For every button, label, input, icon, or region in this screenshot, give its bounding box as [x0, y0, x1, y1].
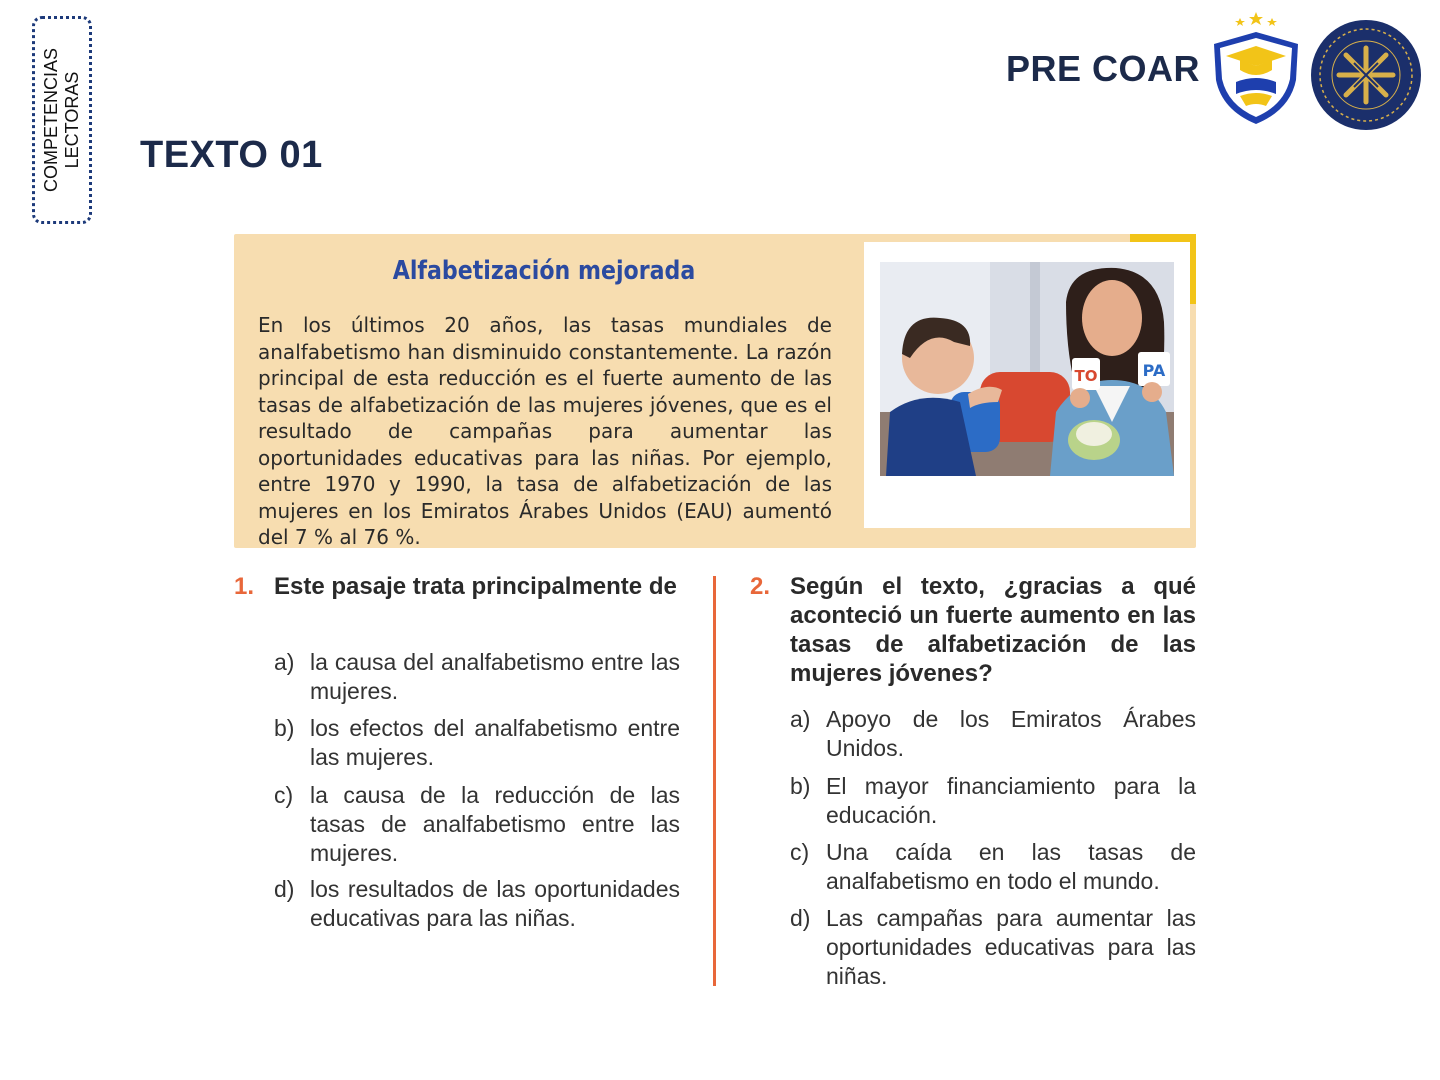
- option-text: la causa de la reducción de las tasas de analfabetismo entre las mujeres.: [310, 782, 680, 866]
- side-tab-line2: LECTORAS: [62, 71, 82, 169]
- photo-card-to: TO: [1074, 367, 1098, 385]
- page-title: TEXTO 01: [140, 134, 323, 176]
- option-text: los resultados de las oportunidades educativas para las niñas.: [310, 876, 680, 931]
- option-letter: d): [274, 876, 295, 902]
- option-letter: a): [274, 649, 295, 675]
- side-tab-competencias: [32, 16, 92, 224]
- question-2-option-d[interactable]: [790, 904, 1196, 991]
- question-1: [234, 572, 680, 982]
- question-2-option-c[interactable]: [790, 838, 1196, 896]
- side-tab-line1: COMPETENCIAS: [41, 47, 61, 193]
- option-text: los efectos del analfabetismo entre las mujeres.: [310, 715, 680, 770]
- option-text: El mayor financiamiento para la educación.: [826, 773, 1196, 828]
- teacher-child-photo: [880, 262, 1174, 476]
- question-1-option-b[interactable]: [274, 714, 680, 772]
- option-text: Apoyo de los Emiratos Árabes Unidos.: [826, 706, 1196, 761]
- reading-passage-card: [234, 234, 1196, 548]
- question-2-stem: Según el texto, ¿gracias a qué aconteció un fuerte aumento en las tasas de alfabetización de las mujeres jóvenes?: [790, 573, 1196, 687]
- question-2-number: 2.: [750, 573, 771, 600]
- question-2: [750, 572, 1196, 992]
- option-letter: c): [274, 782, 294, 808]
- question-1-stem: Este pasaje trata principalmente de: [274, 573, 677, 600]
- passage-title: Alfabetización mejorada: [392, 256, 696, 286]
- option-text: Una caída en las tasas de analfabetismo en todo el mundo.: [826, 839, 1196, 894]
- option-letter: a): [790, 706, 811, 732]
- option-letter: b): [274, 715, 295, 741]
- option-letter: d): [790, 905, 811, 931]
- question-1-option-d[interactable]: [274, 875, 680, 933]
- option-letter: c): [790, 839, 810, 865]
- option-letter: b): [790, 773, 811, 799]
- question-2-option-a[interactable]: [790, 705, 1196, 763]
- option-text: Las campañas para aumentar las oportunidades educativas para las niñas.: [826, 905, 1196, 989]
- question-1-option-c[interactable]: [274, 781, 680, 868]
- passage-text: En los últimos 20 años, las tasas mundiales de analfabetismo han disminuido constantemente. La razón principal de esta reducción es el fuerte aumento de las tasas de alfabetización de las mujeres jóvenes, que es el resultado de campañas para aumentar las oportunidades educativas para las niñas. Por ejemplo, entre 1970 y 1990, la tasa de alfabetización de las mujeres en los Emiratos Árabes Unidos (EAU) aumentó del 7 % al 76 %.: [258, 313, 832, 549]
- photo-frame: [864, 242, 1190, 528]
- coar-seal-logo: [1308, 18, 1424, 132]
- question-1-option-a[interactable]: [274, 648, 680, 706]
- question-1-number: 1.: [234, 573, 255, 600]
- option-text: la causa del analfabetismo entre las mujeres.: [310, 649, 680, 704]
- column-divider: [713, 576, 716, 986]
- brand-name: PRE COAR: [1006, 48, 1201, 89]
- side-tab-label: [41, 48, 83, 192]
- photo-card-pa: PA: [1142, 361, 1166, 380]
- pre-coar-shield-logo: [1206, 10, 1306, 128]
- question-2-option-b[interactable]: [790, 772, 1196, 830]
